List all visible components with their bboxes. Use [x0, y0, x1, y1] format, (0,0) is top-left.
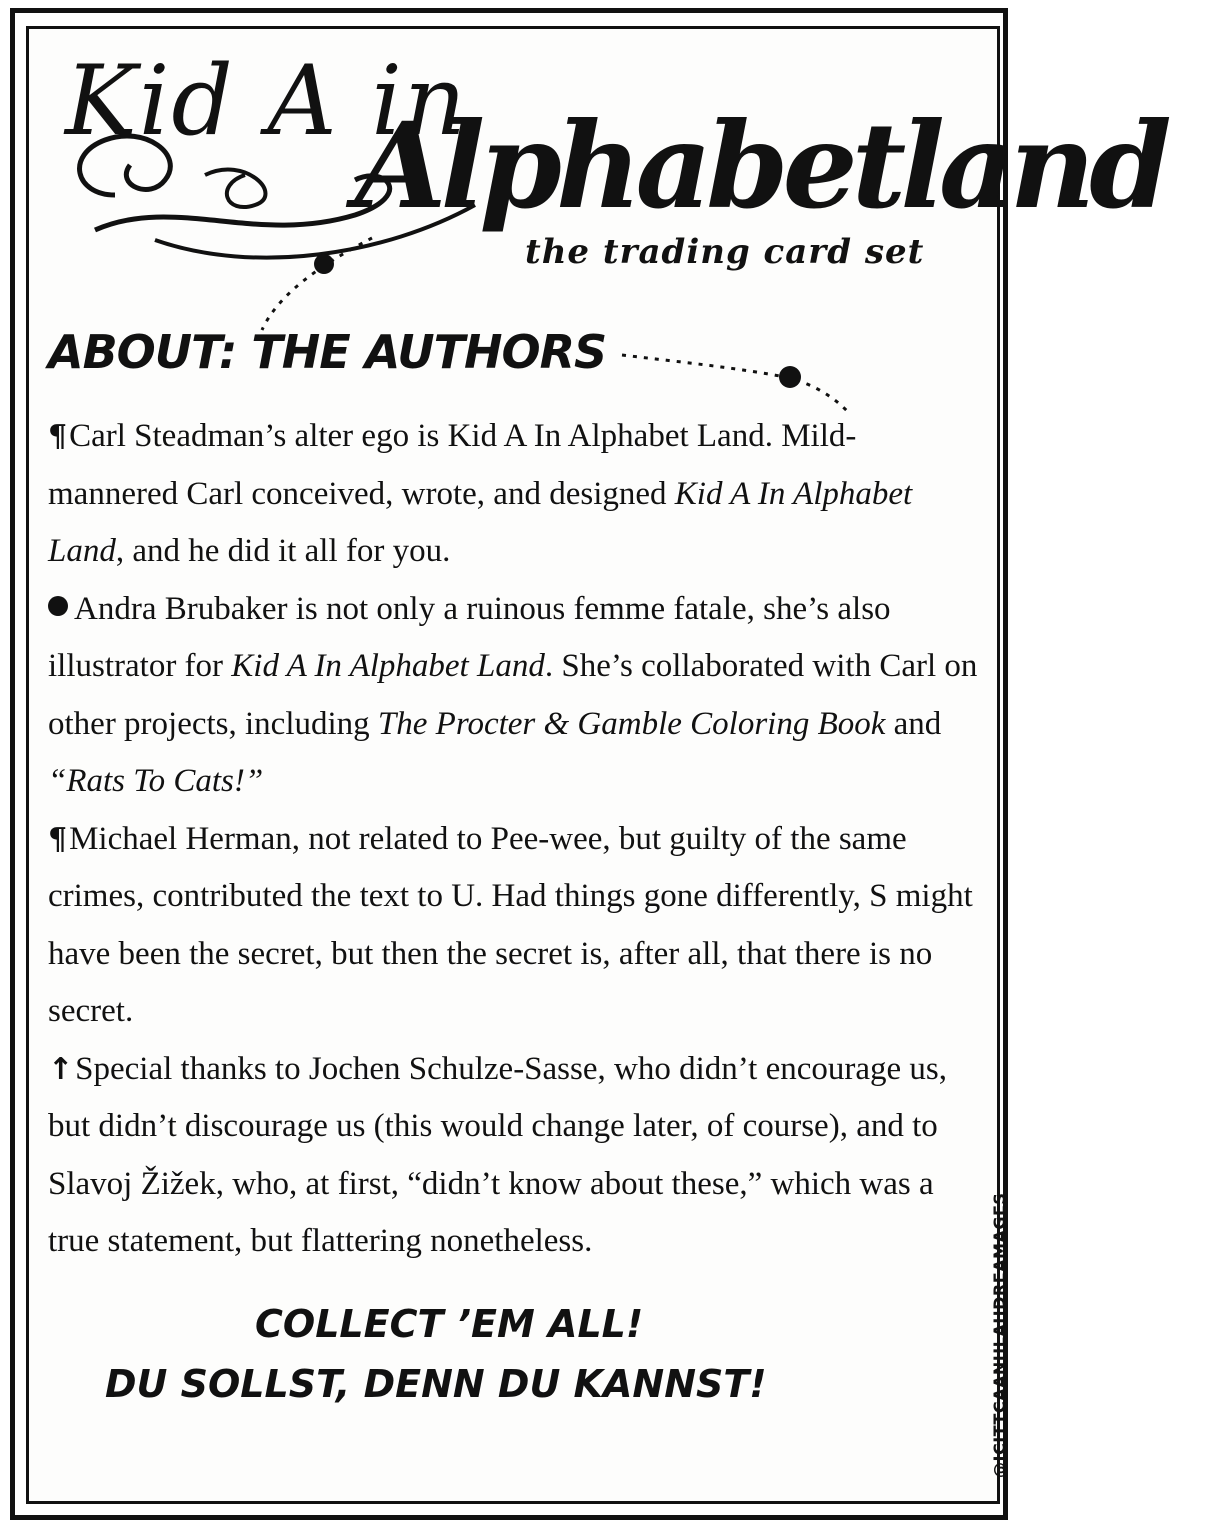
- paragraph-andra-text-and: and: [885, 705, 942, 742]
- authors-text: [48, 408, 978, 1271]
- paragraph-carl: [48, 408, 978, 581]
- paragraph-thanks-text: Special thanks to Jochen Schulze-Sasse, who didn’t encourage us, but didn’t discourage us (this would change later, of course), and to Slavoj Žižek, who, at first, “didn’t know about these,” which was a true statement, but flattering nonetheless.: [48, 1050, 947, 1259]
- paragraph-michael: [48, 811, 978, 1041]
- paragraph-andra: [48, 581, 978, 811]
- logo-text-kid-a-in: Kid A in: [65, 45, 468, 157]
- watermark-handle: @ICITTCAANHLAHDREAMAGES: [990, 1192, 1009, 1478]
- subtitle: the trading card set: [525, 232, 925, 272]
- logo-text-alphabetland: Alphabetland: [355, 96, 1166, 235]
- book-title-rats-to-cats: “Rats To Cats!”: [48, 763, 264, 799]
- book-title: Kid A In Alphabet Land: [48, 475, 913, 569]
- book-title: Kid A In Alphabet Land: [231, 648, 545, 684]
- paragraph-michael-text: Michael Herman, not related to Pee-wee, but guilty of the same crimes, contributed the text to U. Had things gone differently, S might have been the secret, but then the secret is, after all, that there is no secret.: [48, 820, 973, 1029]
- bullet-dot-icon: [48, 596, 68, 616]
- pilcrow-icon: ¶: [48, 419, 68, 454]
- book-title-coloring-book: The Procter & Gamble Coloring Book: [377, 705, 886, 742]
- section-title: ABOUT: THE AUTHORS: [48, 325, 607, 379]
- up-arrow-icon: ↑: [48, 1051, 74, 1087]
- pilcrow-icon: ¶: [48, 821, 68, 857]
- paragraph-thanks: [48, 1041, 978, 1271]
- paragraph-carl-text: Carl Steadman’s alter ego is Kid A In Alphabet Land. Mild-mannered Carl conceived, wrote, and designed: [48, 418, 857, 512]
- closing-line-2: DU SOLLST, DENN DU KANNST!: [105, 1362, 767, 1406]
- paragraph-andra-text: Andra Brubaker is not only a ruinous femme fatale, she’s also illustrator for: [48, 590, 891, 684]
- paragraph-carl-text-end: , and he did it all for you.: [115, 533, 451, 569]
- paragraph-andra-text-mid: . She’s collaborated with Carl on other projects, including: [48, 648, 978, 742]
- closing-line-1: COLLECT ’EM ALL!: [255, 1302, 644, 1346]
